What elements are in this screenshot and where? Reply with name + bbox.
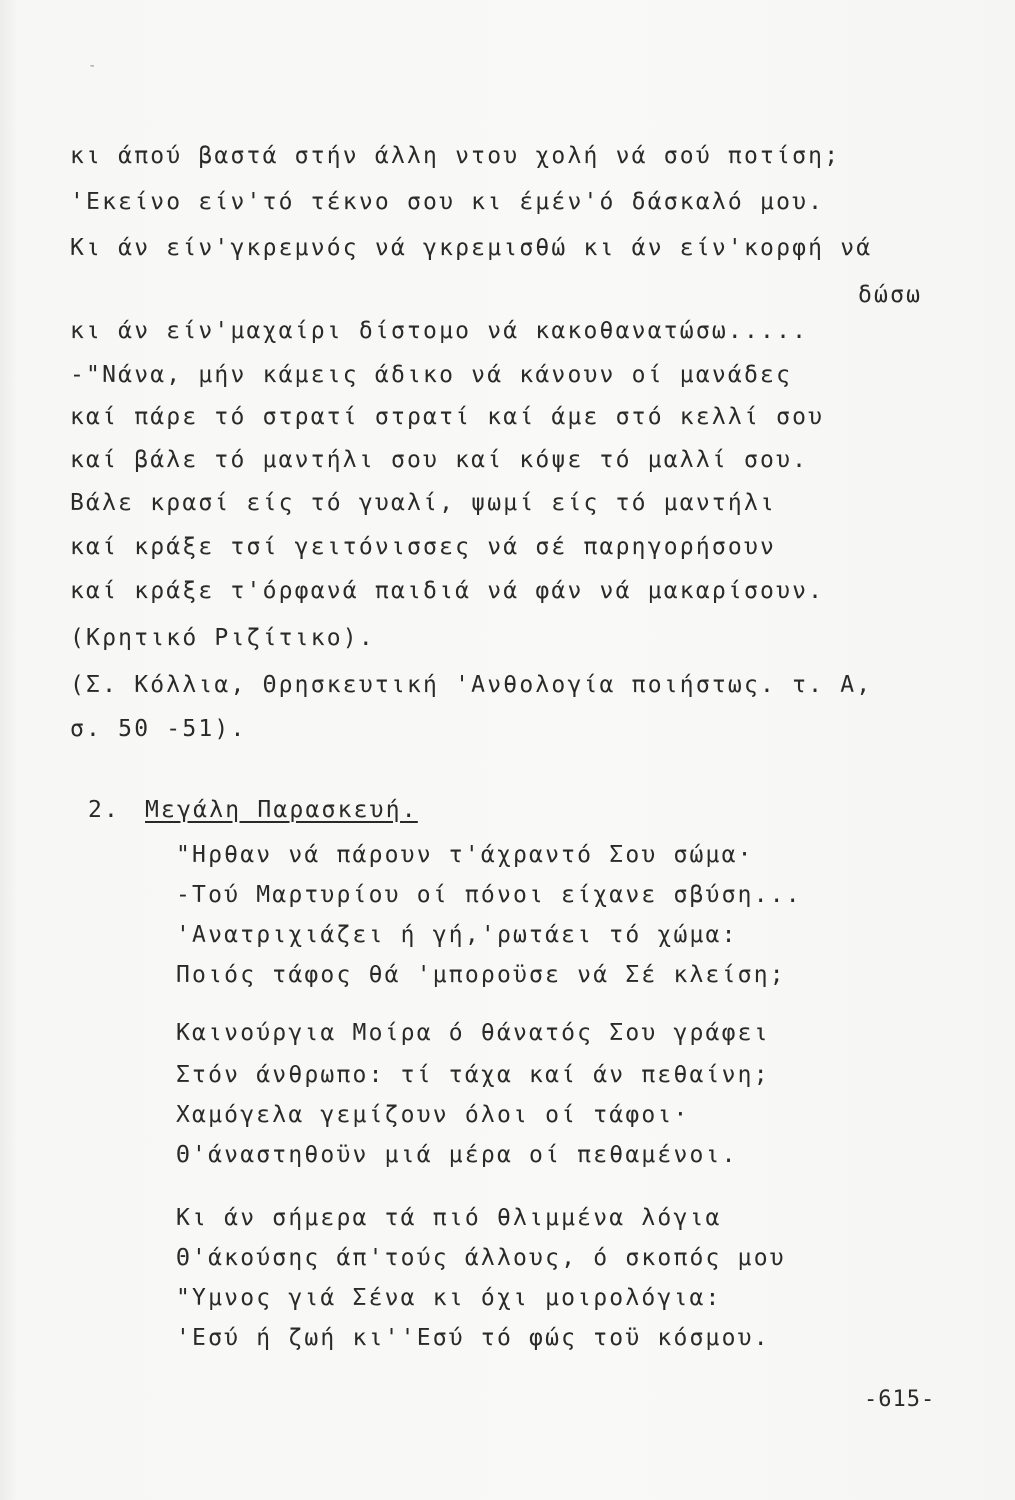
stanza2-line-1: Καινούργια Μοίρα ό θάνατός Σου γράφει [176,1020,770,1046]
section-number: 2. [88,797,121,823]
poem1-line-4: δώσω [858,282,923,308]
poem1-line-1: κι άπού βαστά στήν άλλη ντου χολή νά σού ποτίση; [70,143,841,169]
stanza1-line-1: "Ηρθαν νά πάρουν τ'άχραντό Σου σώμα· [176,842,754,868]
stanza1-line-2: -Τού Μαρτυρίου οί πόνοι είχανε σβύση... [176,882,802,908]
poem1-line-3: Κι άν είν'γκρεμνός νά γκρεμισθώ κι άν είν'κορφή νά [70,235,873,261]
stanza1-line-4: Ποιός τάφος θά 'μποροϋσε νά Σέ κλείση; [176,962,786,988]
stanza3-line-4: 'Εσύ ή ζωή κι''Εσύ τό φώς τοϋ κόσμου. [176,1325,770,1351]
poem1-line-2: 'Εκείνο είν'τό τέκνο σου κι έμέν'ό δάσκαλό μου. [70,189,825,215]
page-number: -615- [864,1387,936,1412]
poem1-line-7: καί πάρε τό στρατί στρατί καί άμε στό κελλί σου [70,404,825,430]
poem1-line-10: καί κράξε τσί γειτόνισσες νά σέ παρηγορήσουν [70,534,777,560]
scan-mark: - [88,58,97,74]
stanza3-line-2: Θ'άκούσης άπ'τούς άλλους, ό σκοπός μου [176,1245,786,1271]
stanza2-line-3: Χαμόγελα γεμίζουν όλοι οί τάφοι· [176,1102,690,1128]
citation-line-2: (Σ. Κόλλια, Θρησκευτική 'Ανθολογία ποιήστως. τ. Α, [70,672,873,698]
poem1-line-5: κι άν είν'μαχαίρι δίστομο νά κακοθανατώσω..... [70,318,809,344]
citation-line-1: (Κρητικό Ριζίτικο). [70,625,375,651]
stanza2-line-4: Θ'άναστηθοϋν μιά μέρα οί πεθαμένοι. [176,1142,738,1168]
stanza2-line-2: Στόν άνθρωπο: τί τάχα καί άν πεθαίνη; [176,1062,770,1088]
poem1-line-9: Βάλε κρασί είς τό γυαλί, ψωμί είς τό μαντήλι [70,490,777,516]
stanza3-line-3: "Υμνος γιά Σένα κι όχι μοιρολόγια: [176,1285,722,1311]
poem1-line-11: καί κράξε τ'όρφανά παιδιά νά φάν νά μακαρίσουν. [70,578,825,604]
stanza1-line-3: 'Ανατριχιάζει ή γή,'ρωτάει τό χώμα: [176,922,738,948]
poem1-line-6: -"Νάνα, μήν κάμεις άδικο νά κάνουν οί μανάδες [70,362,793,388]
section-title: Μεγάλη Παρασκευή. [145,797,418,823]
stanza3-line-1: Κι άν σήμερα τά πιό θλιμμένα λόγια [176,1205,722,1231]
poem1-line-8: καί βάλε τό μαντήλι σου καί κόψε τό μαλλί σου. [70,447,809,473]
citation-line-3: σ. 50 -51). [70,716,247,742]
